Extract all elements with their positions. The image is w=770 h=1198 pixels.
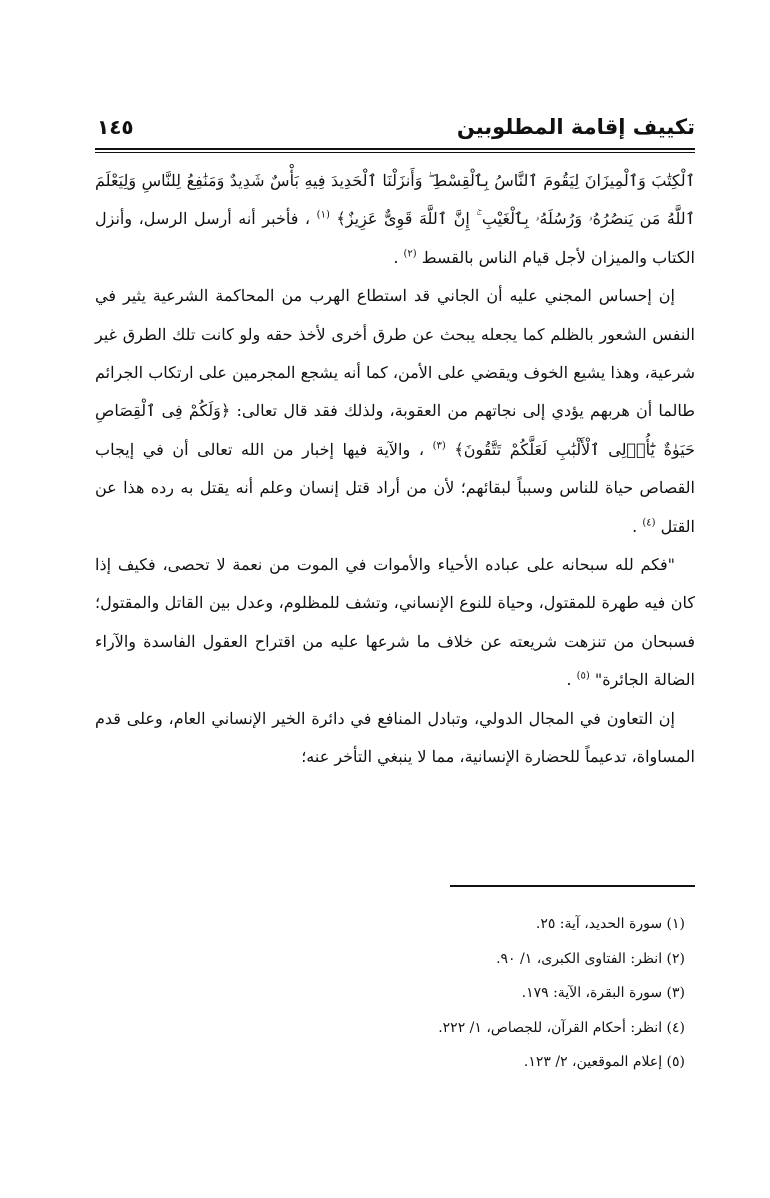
paragraph-text: إن التعاون في المجال الدولي، وتبادل المنافع في دائرة الخير الإنساني العام، وعلى قدم المساواة، تدعيماً للحضارة الإنسانية، مما لا ينبغي التأخر عنه؛	[95, 708, 695, 767]
paragraph-text: .	[393, 247, 399, 267]
header-rule-thin	[95, 152, 695, 153]
page-number: ١٤٥	[97, 115, 134, 139]
body-text	[95, 162, 695, 777]
header-rule	[95, 148, 695, 150]
paragraph	[95, 546, 695, 700]
running-title: تكييف إقامة المطلوبين	[456, 115, 695, 139]
paragraph-text: ، فأخبر أنه أرسل الرسل، وأنزل الكتاب والميزان لأجل قيام الناس بالقسط	[95, 209, 695, 267]
footnote-ref[interactable]: (٤)	[642, 517, 656, 529]
footnote-ref[interactable]: (٥)	[576, 670, 590, 682]
paragraph	[95, 277, 695, 546]
footnote: (١) سورة الحديد، آية: ٢٥.	[535, 916, 685, 932]
paragraph-text: .	[566, 670, 572, 690]
paragraph-text: إن إحساس المجني عليه أن الجاني قد استطاع الهرب من المحاكمة الشرعية يثير في النفس الشعور بالظلم كما يجعله يبحث عن طرق أخرى لأخذ حقه ولو كانت تلك الطرق غير شرعية، وهذا يشيع الخوف ويقضي على الأمن، كما أنه يشجع المجرمين على ارتكاب الجرائم طالما أن هربهم يؤدي إلى نجاتهم من العقوبة، ولذلك فقد قال تعالى: ﴿وَلَكُمْ فِى ٱلْقِصَاصِ حَيَوٰةٌ يَٰٓأُو۟لِى ٱلْأَلْبَٰبِ لَعَلَّكُمْ تَتَّقُونَ﴾	[95, 286, 695, 459]
paragraph-text: "فكم لله سبحانه على عباده الأحياء والأموات في الموت من نعمة لا تحصى، فكيف إذا كان فيه طهرة للمقتول، وحياة للنوع الإنساني، وتشف للمظلوم، وعدل بين القاتل والمقتول؛ فسبحان من تنزهت شريعته عن خلاف ما شرعها عليه من اقتراح العقول الفاسدة والآراء الضالة الجائرة"	[95, 555, 695, 690]
quran-verse: ٱلْكِتَٰبَ وَٱلْمِيزَانَ لِيَقُومَ ٱلنَّاسُ بِٱلْقِسْطِ ۖ وَأَنزَلْنَا ٱلْحَدِيدَ فِيهِ بَأْسٌ شَدِيدٌ وَمَنَٰفِعُ لِلنَّاسِ وَلِيَعْلَمَ ٱللَّهُ مَن يَنصُرُهُۥ وَرُسُلَهُۥ بِٱلْغَيْبِ ۚ إِنَّ ٱللَّهَ قَوِىٌّ عَزِيزٌ﴾	[95, 171, 696, 229]
footnotes	[95, 907, 685, 1080]
book-page	[95, 100, 695, 1100]
page-header	[95, 110, 695, 146]
footnote: (٥) إعلام الموقعين، ٢/ ١٢٣.	[523, 1054, 685, 1070]
footnote-ref[interactable]: (٢)	[403, 248, 417, 260]
footnote: (٣) سورة البقرة، الآية: ١٧٩.	[521, 985, 685, 1001]
footnote-ref[interactable]: (٣)	[432, 440, 446, 452]
footnote-separator	[450, 885, 695, 887]
paragraph-text: ، والآية فيها إخبار من الله تعالى أن في إيجاب القصاص حياة للناس وسبباً لبقائهم؛ لأن من أراد قتل إنسان وعلم أنه يقتل به رده هذا عن القتل	[95, 439, 695, 536]
paragraph-text: .	[632, 516, 638, 536]
footnote: (٢) انظر: الفتاوى الكبرى، ١/ ٩٠.	[496, 950, 685, 967]
paragraph	[95, 162, 695, 277]
footnote-ref[interactable]: (١)	[316, 210, 330, 222]
footnote: (٤) انظر: أحكام القرآن، للجصاص، ١/ ٢٢٢.	[438, 1019, 685, 1036]
paragraph	[95, 700, 695, 777]
